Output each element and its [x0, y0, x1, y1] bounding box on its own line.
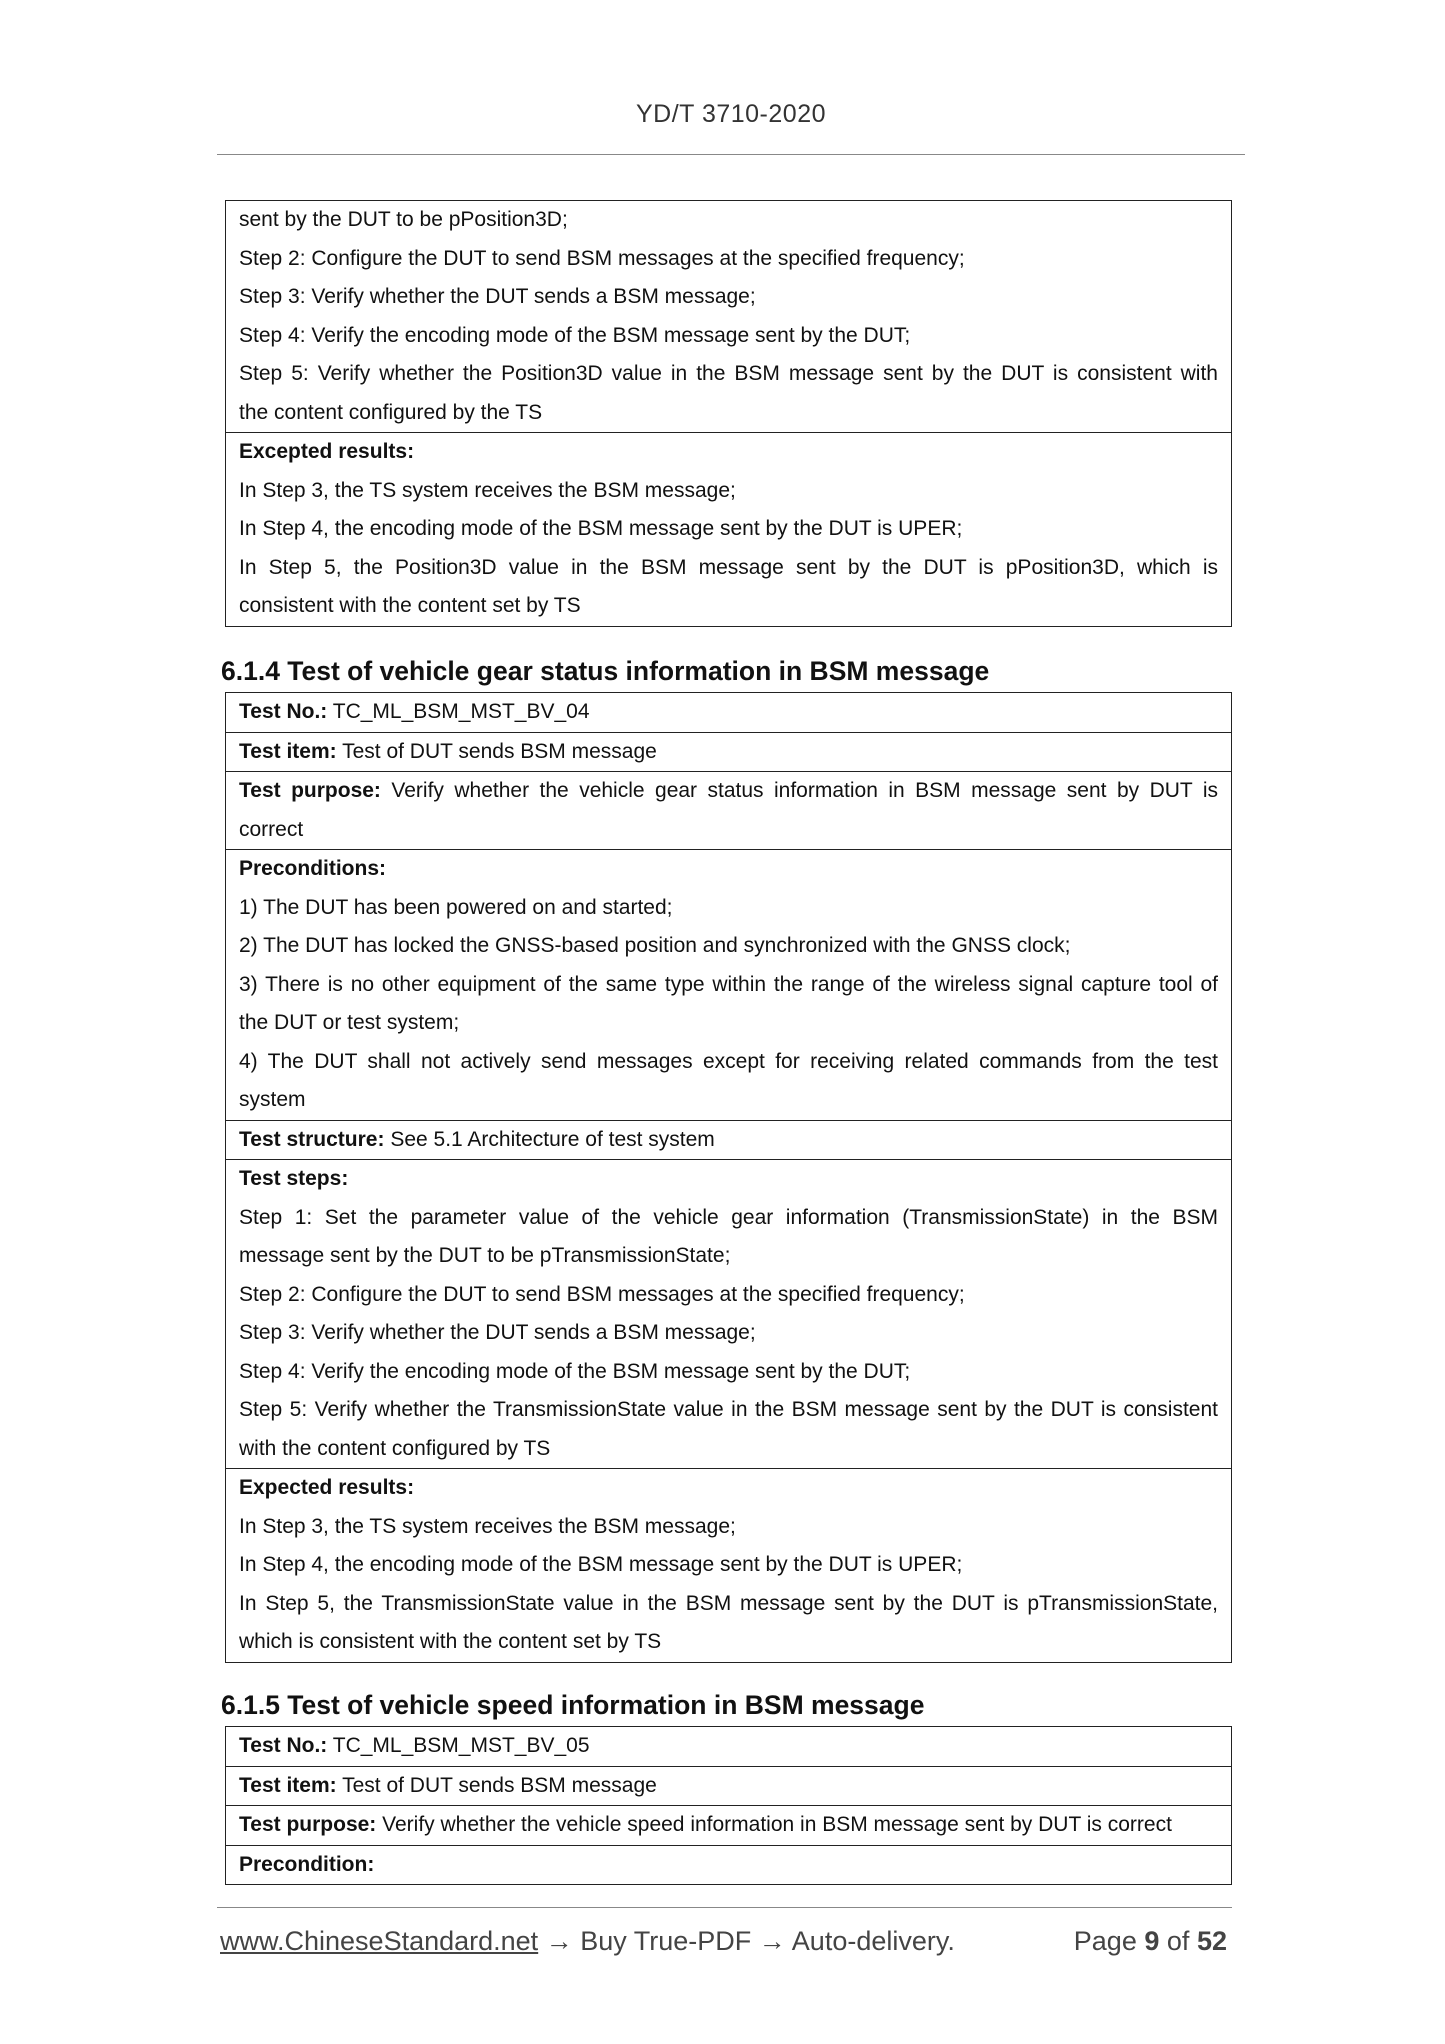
step-line: Step 3: Verify whether the DUT sends a BSM message;	[239, 285, 756, 308]
arrow-right-icon: →	[758, 1926, 786, 1956]
result-line: In Step 5, the Position3D value in the BSM message sent by the DUT is pPosition3D, which is	[239, 555, 1218, 579]
precondition-line: 3) There is no other equipment of the same type within the range of the wireless signal capture tool of	[239, 972, 1218, 996]
test-item-cell	[226, 732, 1231, 772]
step-line: the content configured by the TS	[239, 400, 543, 424]
precondition-line: 4) The DUT shall not actively send messages except for receiving related commands from the test	[239, 1049, 1218, 1073]
test-table-615	[225, 1726, 1232, 1885]
expected-results-cell	[226, 1468, 1231, 1662]
footer-divider	[217, 1907, 1232, 1908]
test-purpose-label: Test purpose:	[239, 1813, 377, 1836]
buy-true-pdf-text: Buy True-PDF	[580, 1926, 752, 1956]
result-line: In Step 3, the TS system receives the BSM message;	[239, 1514, 736, 1538]
test-purpose-cell	[226, 771, 1231, 849]
precondition-line: 1) The DUT has been powered on and started;	[239, 895, 673, 919]
test-no-label: Test No.:	[239, 700, 328, 723]
result-line: In Step 5, the TransmissionState value in the BSM message sent by the DUT is pTransmissionState,	[239, 1591, 1218, 1615]
test-purpose-label: Test purpose:	[239, 779, 381, 802]
website-link[interactable]: www.ChineseStandard.net	[220, 1926, 539, 1956]
page-total: 52	[1196, 1926, 1227, 1956]
step-line: with the content configured by TS	[239, 1436, 551, 1460]
step-line: Step 2: Configure the DUT to send BSM messages at the specified frequency;	[239, 246, 965, 270]
page-number: 9	[1144, 1926, 1160, 1956]
test-item-value: Test of DUT sends BSM message	[336, 1773, 657, 1797]
of-word: of	[1166, 1926, 1190, 1956]
preconditions-label: Preconditions:	[239, 857, 387, 880]
results-label: Excepted results:	[239, 440, 415, 463]
precondition-line: system	[239, 1088, 306, 1111]
step-line: Step 4: Verify the encoding mode of the BSM message sent by the DUT;	[239, 323, 911, 347]
test-no-value: TC_ML_BSM_MST_BV_04	[327, 700, 590, 723]
result-line: In Step 4, the encoding mode of the BSM message sent by the DUT is UPER;	[239, 1553, 963, 1576]
test-no-label: Test No.:	[239, 1734, 328, 1757]
test-purpose-cell	[226, 1805, 1231, 1845]
precondition-cell	[226, 1845, 1231, 1885]
test-item-label: Test item:	[239, 739, 337, 763]
test-item-cell	[226, 1766, 1231, 1806]
test-structure-label: Test structure:	[239, 1127, 385, 1151]
test-no-cell	[226, 1727, 1231, 1766]
step-line: Step 1: Set the parameter value of the vehicle gear information (TransmissionState) in the BSM	[239, 1205, 1218, 1229]
step-line: Step 2: Configure the DUT to send BSM messages at the specified frequency;	[239, 1282, 965, 1306]
result-line: In Step 3, the TS system receives the BSM message;	[239, 478, 736, 502]
result-line: consistent with the content set by TS	[239, 594, 581, 617]
step-line: message sent by the DUT to be pTransmissionState;	[239, 1244, 731, 1267]
step-line: sent by the DUT to be pPosition3D;	[239, 208, 568, 231]
page-indicator	[1074, 1926, 1227, 1957]
test-purpose-value: Verify whether the vehicle gear status information in BSM message sent by DUT is	[380, 779, 1218, 802]
step-line: Step 4: Verify the encoding mode of the BSM message sent by the DUT;	[239, 1359, 911, 1383]
expected-results-cell	[226, 432, 1231, 626]
test-purpose-value: Verify whether the vehicle speed information in BSM message sent by DUT is correct	[376, 1813, 1172, 1836]
section-heading-614: 6.1.4 Test of vehicle gear status information in BSM message	[221, 656, 990, 686]
section-heading-615: 6.1.5 Test of vehicle speed information in BSM message	[221, 1690, 925, 1720]
document-code-header: YD/T 3710-2020	[636, 100, 826, 128]
test-steps-cell	[226, 201, 1231, 432]
test-no-value: TC_ML_BSM_MST_BV_05	[327, 1734, 590, 1757]
test-structure-cell	[226, 1120, 1231, 1160]
page-footer	[220, 1926, 1232, 1957]
arrow-right-icon: →	[545, 1926, 573, 1956]
step-line: Step 5: Verify whether the Position3D value in the BSM message sent by the DUT is consistent with	[239, 362, 1218, 385]
precondition-label: Precondition:	[239, 1852, 375, 1876]
step-line: Step 3: Verify whether the DUT sends a BSM message;	[239, 1321, 756, 1344]
step-line: Step 5: Verify whether the TransmissionState value in the BSM message sent by the DUT is consistent	[239, 1398, 1218, 1421]
preconditions-cell	[226, 849, 1231, 1120]
test-purpose-continued: correct	[239, 817, 304, 841]
test-table-614	[225, 692, 1232, 1663]
result-line: In Step 4, the encoding mode of the BSM message sent by the DUT is UPER;	[239, 517, 963, 540]
results-label: Expected results:	[239, 1476, 415, 1499]
test-structure-value: See 5.1 Architecture of test system	[384, 1127, 715, 1151]
test-item-label: Test item:	[239, 1773, 337, 1797]
result-line: which is consistent with the content set by TS	[239, 1630, 662, 1653]
test-steps-label: Test steps:	[239, 1167, 349, 1190]
precondition-line: 2) The DUT has locked the GNSS-based position and synchronized with the GNSS clock;	[239, 934, 1071, 957]
test-steps-cell	[226, 1159, 1231, 1468]
precondition-line: the DUT or test system;	[239, 1011, 460, 1034]
test-item-value: Test of DUT sends BSM message	[336, 739, 657, 763]
page-word: Page	[1073, 1926, 1137, 1956]
auto-delivery-text: Auto-delivery.	[791, 1926, 955, 1956]
test-table-613-continued	[225, 200, 1232, 627]
header-divider	[217, 154, 1245, 155]
test-no-cell	[226, 693, 1231, 732]
